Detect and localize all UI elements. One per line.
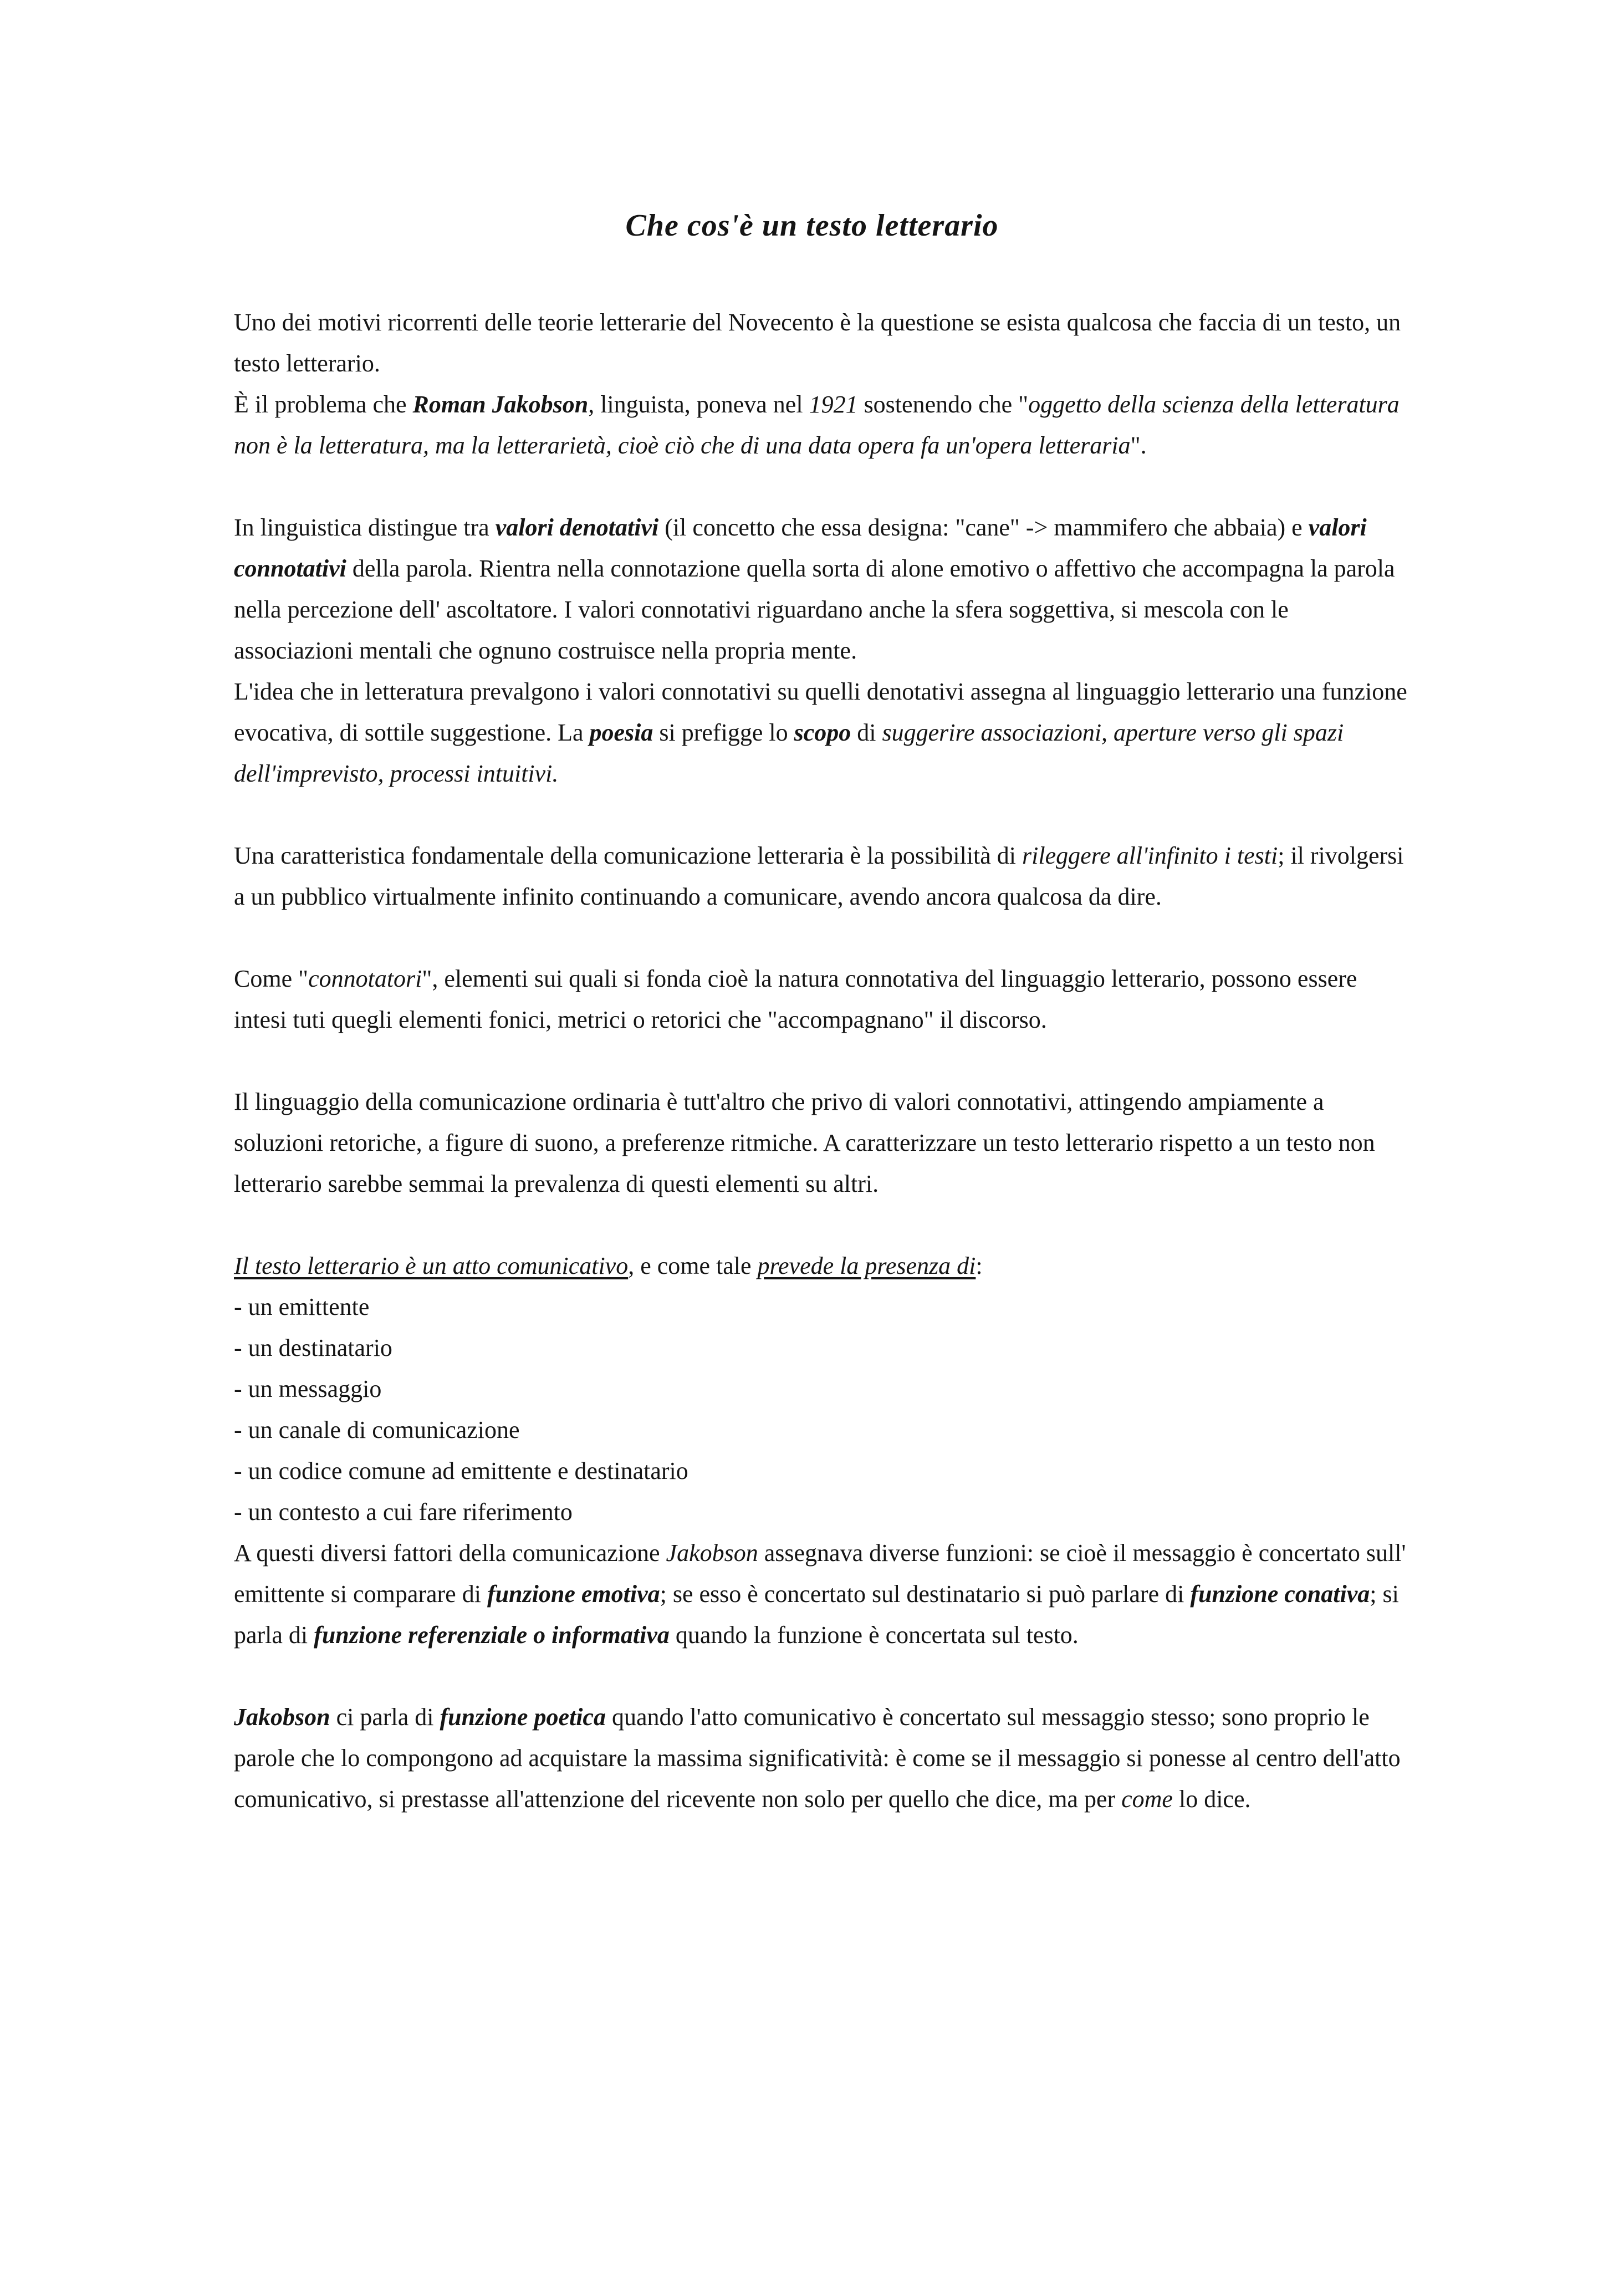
paragraph-text: ", elementi sui quali si fonda cioè la natura connotativa del linguaggio letterario, possono essere intesi tuti quegli elementi fonici, metrici o retorici che "accompagnano" il discorso. — [234, 965, 1357, 1033]
paragraph-rereading — [234, 835, 1409, 917]
emphasis-term: poesia — [589, 719, 653, 746]
emphasis-name: Jakobson — [234, 1703, 330, 1731]
paragraph-text: quando l'atto comunicativo è concertato sul messaggio stesso; sono proprio le parole che lo compongono ad acquistare la massima significatività: è come se il messaggio si ponesse al centro dell'atto comunicativo, si prestasse all'attenzione del ricevente non solo per quello che dice, ma per — [234, 1703, 1401, 1813]
emphasis-year: 1921 — [809, 391, 858, 418]
emphasis-italic: suggerire associazioni, aperture verso gli spazi dell'imprevisto, processi intuitivi. — [234, 719, 1344, 787]
emphasis-italic: rileggere all'infinito i testi — [1022, 842, 1278, 869]
list-item: - un codice comune ad emittente e destinatario — [234, 1457, 688, 1484]
list-item: - un messaggio — [234, 1375, 382, 1402]
paragraph-gap — [234, 1205, 1409, 1246]
paragraph-text: In linguistica distingue tra — [234, 514, 496, 541]
paragraph-gap — [234, 466, 1409, 507]
emphasis-italic: come — [1121, 1785, 1173, 1813]
paragraph-gap — [234, 794, 1409, 835]
emphasis-term: scopo — [794, 719, 851, 746]
emphasis-term: funzione conativa — [1190, 1580, 1370, 1608]
list-item: - un destinatario — [234, 1334, 392, 1361]
paragraph-text: : — [976, 1252, 983, 1279]
paragraph-jakobson-quote — [234, 384, 1409, 466]
paragraph-text: A questi diversi fattori della comunicazione — [234, 1539, 666, 1567]
paragraph-text: ci parla di — [330, 1703, 440, 1731]
emphasis-term: funzione referenziale o informativa — [314, 1621, 670, 1649]
paragraph-text: È il problema che — [234, 391, 413, 418]
paragraph-text: , linguista, poneva nel — [588, 391, 809, 418]
paragraph-connotatori — [234, 958, 1409, 1040]
paragraph-intro — [234, 302, 1409, 384]
paragraph-text: della parola. Rientra nella connotazione quella sorta di alone emotivo o affettivo che accompagna la parola nella percezione dell' ascoltatore. I valori connotativi riguardano anche la sfera soggettiva, si mescola con le associazioni mentali che ognuno costruisce nella propria mente. — [234, 555, 1395, 664]
paragraph-text: ; si parla di — [234, 1580, 1399, 1649]
paragraph-text: lo dice. — [1172, 1785, 1251, 1813]
paragraph-text: quando la funzione è concertata sul testo. — [669, 1621, 1079, 1649]
paragraph-text: ; il rivolgersi a un pubblico virtualmente infinito continuando a comunicare, avendo ancora qualcosa da dire. — [234, 842, 1404, 910]
document-body — [234, 302, 1409, 1820]
paragraph-gap — [234, 917, 1409, 958]
emphasis-term: funzione poetica — [440, 1703, 606, 1731]
paragraph-text: Come " — [234, 965, 309, 992]
paragraph-gap — [234, 1040, 1409, 1081]
underlined-italic: Il testo letterario è un atto comunicativo — [234, 1252, 629, 1279]
paragraph-denotative — [234, 507, 1409, 671]
list-item: - un emittente — [234, 1293, 370, 1320]
emphasis-term: valori connotativi — [234, 514, 1367, 582]
paragraph-text: L'idea che in letteratura prevalgono i valori connotativi su quelli denotativi assegna al linguaggio letterario una funzione evocativa, di sottile suggestione. La — [234, 678, 1407, 746]
emphasis-term: valori denotativi — [495, 514, 659, 541]
paragraph-text: Il linguaggio della comunicazione ordinaria è tutt'altro che privo di valori connotativi, attingendo ampiamente a soluzioni retoriche, a figure di suono, a preferenze ritmiche. A caratterizzare un testo letterario rispetto a un testo non letterario sarebbe semmai la prevalenza di questi elementi su altri. — [234, 1088, 1375, 1197]
paragraph-text: , e come tale — [628, 1252, 758, 1279]
factor-list — [234, 1287, 1409, 1533]
paragraph-gap — [234, 1656, 1409, 1697]
paragraph-text: (il concetto che essa designa: "cane" -> mammifero che abbaia) e — [658, 514, 1309, 541]
list-item: - un canale di comunicazione — [234, 1416, 520, 1443]
paragraph-text: Una caratteristica fondamentale della comunicazione letteraria è la possibilità di — [234, 842, 1023, 869]
paragraph-text: sostenendo che " — [857, 391, 1029, 418]
underlined-italic: prevede la presenza di — [757, 1252, 976, 1279]
emphasis-italic: connotatori — [308, 965, 422, 992]
paragraph-text: ; se esso è concertato sul destinatario si può parlare di — [660, 1580, 1191, 1608]
paragraph-text: ". — [1130, 432, 1147, 459]
emphasis-name: Roman Jakobson — [412, 391, 589, 418]
paragraph-text: assegnava diverse funzioni: se cioè il messaggio è concertato sull' emittente si comparare di — [234, 1539, 1406, 1608]
paragraph-connotative — [234, 671, 1409, 794]
page-title: Che cos'è un testo letterario — [625, 208, 999, 243]
paragraph-text: si prefigge lo — [653, 719, 794, 746]
paragraph-ordinary-language — [234, 1081, 1409, 1205]
emphasis-italic: Jakobson — [666, 1539, 758, 1567]
paragraph-communicative-act — [234, 1246, 1409, 1287]
list-item: - un contesto a cui fare riferimento — [234, 1498, 573, 1525]
emphasis-term: funzione emotiva — [487, 1580, 660, 1608]
paragraph-functions — [234, 1533, 1409, 1656]
quote-text: oggetto della scienza della letteratura non è la letteratura, ma la letterarietà, cioè ciò che di una data opera fa un'opera letteraria — [234, 391, 1400, 459]
paragraph-poetic-function — [234, 1697, 1409, 1820]
paragraph-text: Uno dei motivi ricorrenti delle teorie letterarie del Novecento è la questione se esista qualcosa che faccia di un testo, un testo letterario. — [234, 309, 1401, 377]
paragraph-text: di — [851, 719, 882, 746]
